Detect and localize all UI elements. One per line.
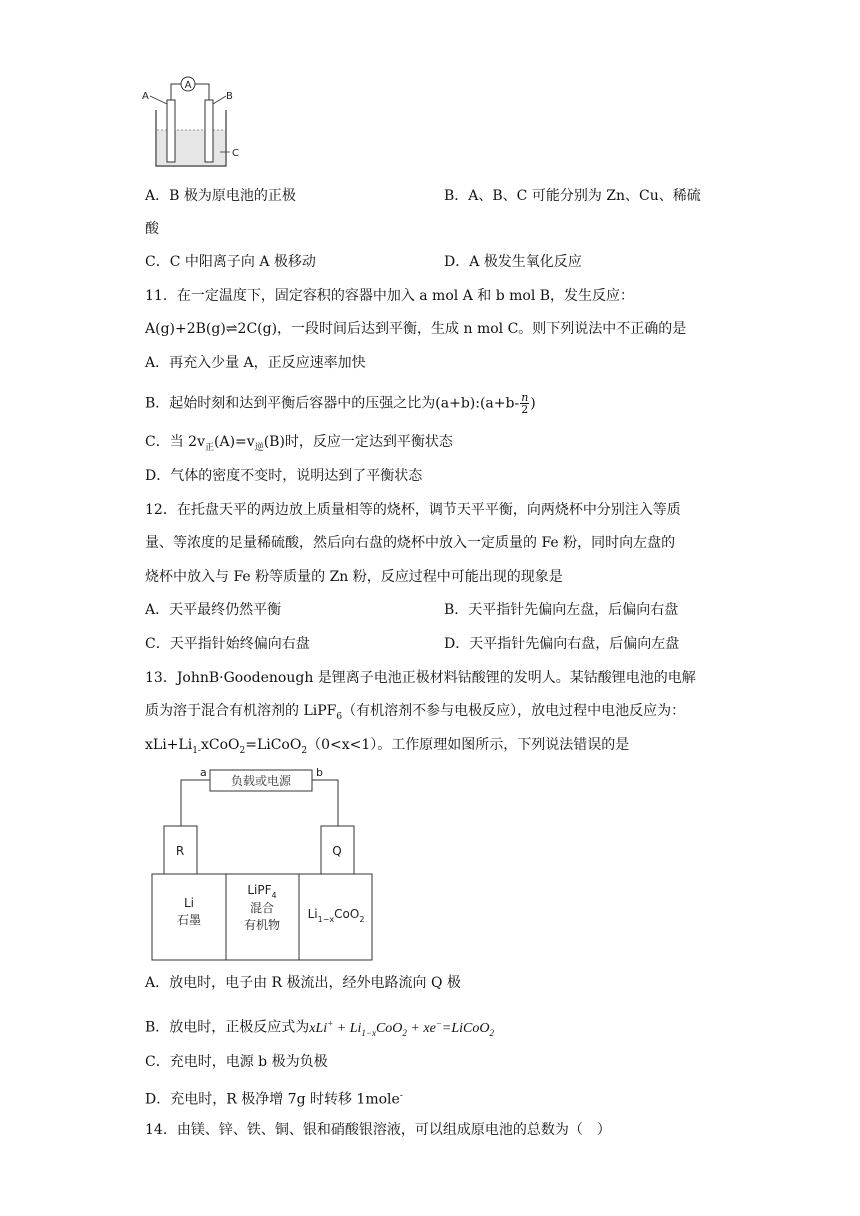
q13-eq-part3: =LiCoO (245, 737, 302, 753)
cathode-sub1: 1−x (317, 915, 335, 924)
q13-eq-part4: （0<x<1）。工作原理如图所示，下列说法错误的是 (307, 737, 630, 753)
label-c: C (232, 148, 239, 159)
electrode-a (167, 100, 175, 162)
label-a: A (142, 91, 149, 102)
q13-eq-sub2: 2 (239, 745, 246, 756)
q13-option-c: C．充电时，电源 b 极为负极 (145, 1054, 328, 1070)
fraction-numerator: n (521, 391, 529, 404)
eq-licoo-sub: 2 (489, 1027, 494, 1038)
electrode-r-label: R (175, 844, 185, 858)
anode-li-label: Li (183, 896, 195, 910)
eq-licoo: =LiCoO (441, 1020, 490, 1036)
terminal-a-label: a (200, 766, 207, 779)
q13-option-d (145, 1086, 403, 1110)
q13-option-b-equation (309, 1018, 494, 1038)
load-or-source-label: 负载或电源 (230, 774, 292, 788)
q13-option-a: A．放电时，电子由 R 极流出，经外电路流向 Q 极 (145, 975, 461, 991)
q13-stem-line2-part2: （有机溶剂不参与电极反应），放电过程中电池反应为： (342, 703, 686, 719)
q11-stem-line1: 11．在一定温度下，固定容积的容器中加入 a mol A 和 b mol B，发生反应： (145, 288, 635, 304)
q13-option-b-text: B．放电时，正极反应式为 (145, 1019, 310, 1036)
cathode-li: Li (307, 907, 318, 921)
q12-option-a: A．天平最终仍然平衡 (145, 602, 282, 618)
q10-option-b-continued: 酸 (145, 221, 159, 237)
q14-stem: 14．由镁、锌、铁、铜、银和硝酸银溶液，可以组成原电池的总数为（ ） (145, 1122, 611, 1138)
electrolyte-subscript: 4 (271, 891, 277, 900)
eq-xe-sup: − (435, 1018, 442, 1028)
q11-option-c-sub-reverse: 逆 (254, 442, 264, 453)
ammeter-label: A (184, 80, 192, 91)
q13-stem-line1: 13．JohnB·Goodenough 是锂离子电池正极材料钴酸锂的发明人。某钴酸锂电池的电解 (145, 670, 696, 686)
q11-option-c-part3: (B)时，反应一定达到平衡状态 (263, 434, 453, 450)
cathode-coo: CoO (334, 907, 360, 921)
lithium-battery-figure (150, 766, 376, 962)
electrolyte-mixed-label: 混合 (249, 901, 275, 915)
q12-stem-line1: 12．在托盘天平的两边放上质量相等的烧杯，调节天平平衡，向两烧杯中分别注入等质 (145, 502, 681, 518)
q11-option-c-part1: C．当 2v (145, 434, 205, 450)
q11-option-b (145, 392, 536, 415)
q12-option-d: D．天平指针先偏向右盘，后偏向左盘 (444, 636, 680, 652)
q12-stem-line2: 量、等浓度的足量稀硫酸，然后向右盘的烧杯中放入一定质量的 Fe 粉，同时向左盘的 (145, 535, 676, 551)
q10-option-d: D．A 极发生氧化反应 (444, 254, 582, 270)
eq-xli: xLi (309, 1020, 328, 1036)
q11-option-d: D．气体的密度不变时，说明达到了平衡状态 (145, 468, 423, 484)
fraction-denominator: 2 (521, 403, 529, 416)
eq-li: + Li (333, 1020, 362, 1036)
galvanic-cell-figure (140, 72, 250, 170)
q13-eq-part1: xLi+Li (145, 737, 193, 753)
q12-option-c: C．天平指针始终偏向右盘 (145, 636, 310, 652)
eq-xli-sup: + (327, 1018, 334, 1028)
cathode-sub2: 2 (359, 915, 365, 924)
q13-option-d-text: D．充电时，R 极净增 7g 时转移 1mole (145, 1091, 400, 1108)
electrolyte-organic-label: 有机物 (243, 918, 281, 932)
q11-option-b-close: ) (530, 395, 536, 412)
anode-graphite-label: 石墨 (176, 913, 202, 927)
q11-option-c (145, 432, 453, 458)
q13-eq-sub1: 1- (192, 745, 201, 756)
q12-option-b: B．天平指针先偏向左盘，后偏向右盘 (444, 602, 679, 618)
fraction-n-over-2 (520, 392, 529, 415)
q13-eq-part2: xCoO (200, 737, 240, 753)
terminal-b-label: b (316, 766, 323, 779)
q13-eq-sub3: 2 (301, 745, 308, 756)
q11-option-a: A．再充入少量 A，正反应速率加快 (145, 355, 366, 371)
label-b: B (226, 91, 233, 102)
electrolyte-formula: LiPF (247, 883, 272, 897)
eq-coo: CoO (375, 1020, 403, 1036)
q13-option-b (145, 1013, 494, 1042)
q10-option-c: C．C 中阳离子向 A 极移动 (145, 254, 316, 270)
q13-stem-line2-part1: 质为溶于混合有机溶剂的 LiPF (145, 703, 337, 719)
q10-option-b: B．A、B、C 可能分别为 Zn、Cu、稀硫 (444, 188, 701, 204)
q13-stem-line2 (145, 701, 685, 727)
eq-coo-sub: 2 (402, 1027, 407, 1038)
q10-option-a: A．B 极为原电池的正极 (145, 188, 296, 204)
q11-option-b-text: B．起始时刻和达到平衡后容器中的压强之比为(a+b):(a+b- (145, 395, 520, 412)
q11-option-c-part2: (A)=v (214, 434, 255, 450)
q12-stem-line3: 烧杯中放入与 Fe 粉等质量的 Zn 粉，反应过程中可能出现的现象是 (145, 569, 563, 585)
electrode-q-label: Q (332, 844, 342, 858)
q13-stem-line2-sub: 6 (336, 711, 343, 722)
q11-stem-line2: A(g)+2B(g)⇌2C(g)，一段时间后达到平衡，生成 n mol C。则下列说法中不正确的是 (145, 321, 687, 337)
eq-xe: + xe (406, 1020, 436, 1036)
q13-stem-line3 (145, 735, 629, 761)
electrode-b (205, 100, 213, 162)
eq-li-sub: 1−x (361, 1027, 376, 1038)
q13-option-d-sup: - (399, 1091, 403, 1101)
q11-option-c-sub-forward: 正 (204, 442, 214, 453)
